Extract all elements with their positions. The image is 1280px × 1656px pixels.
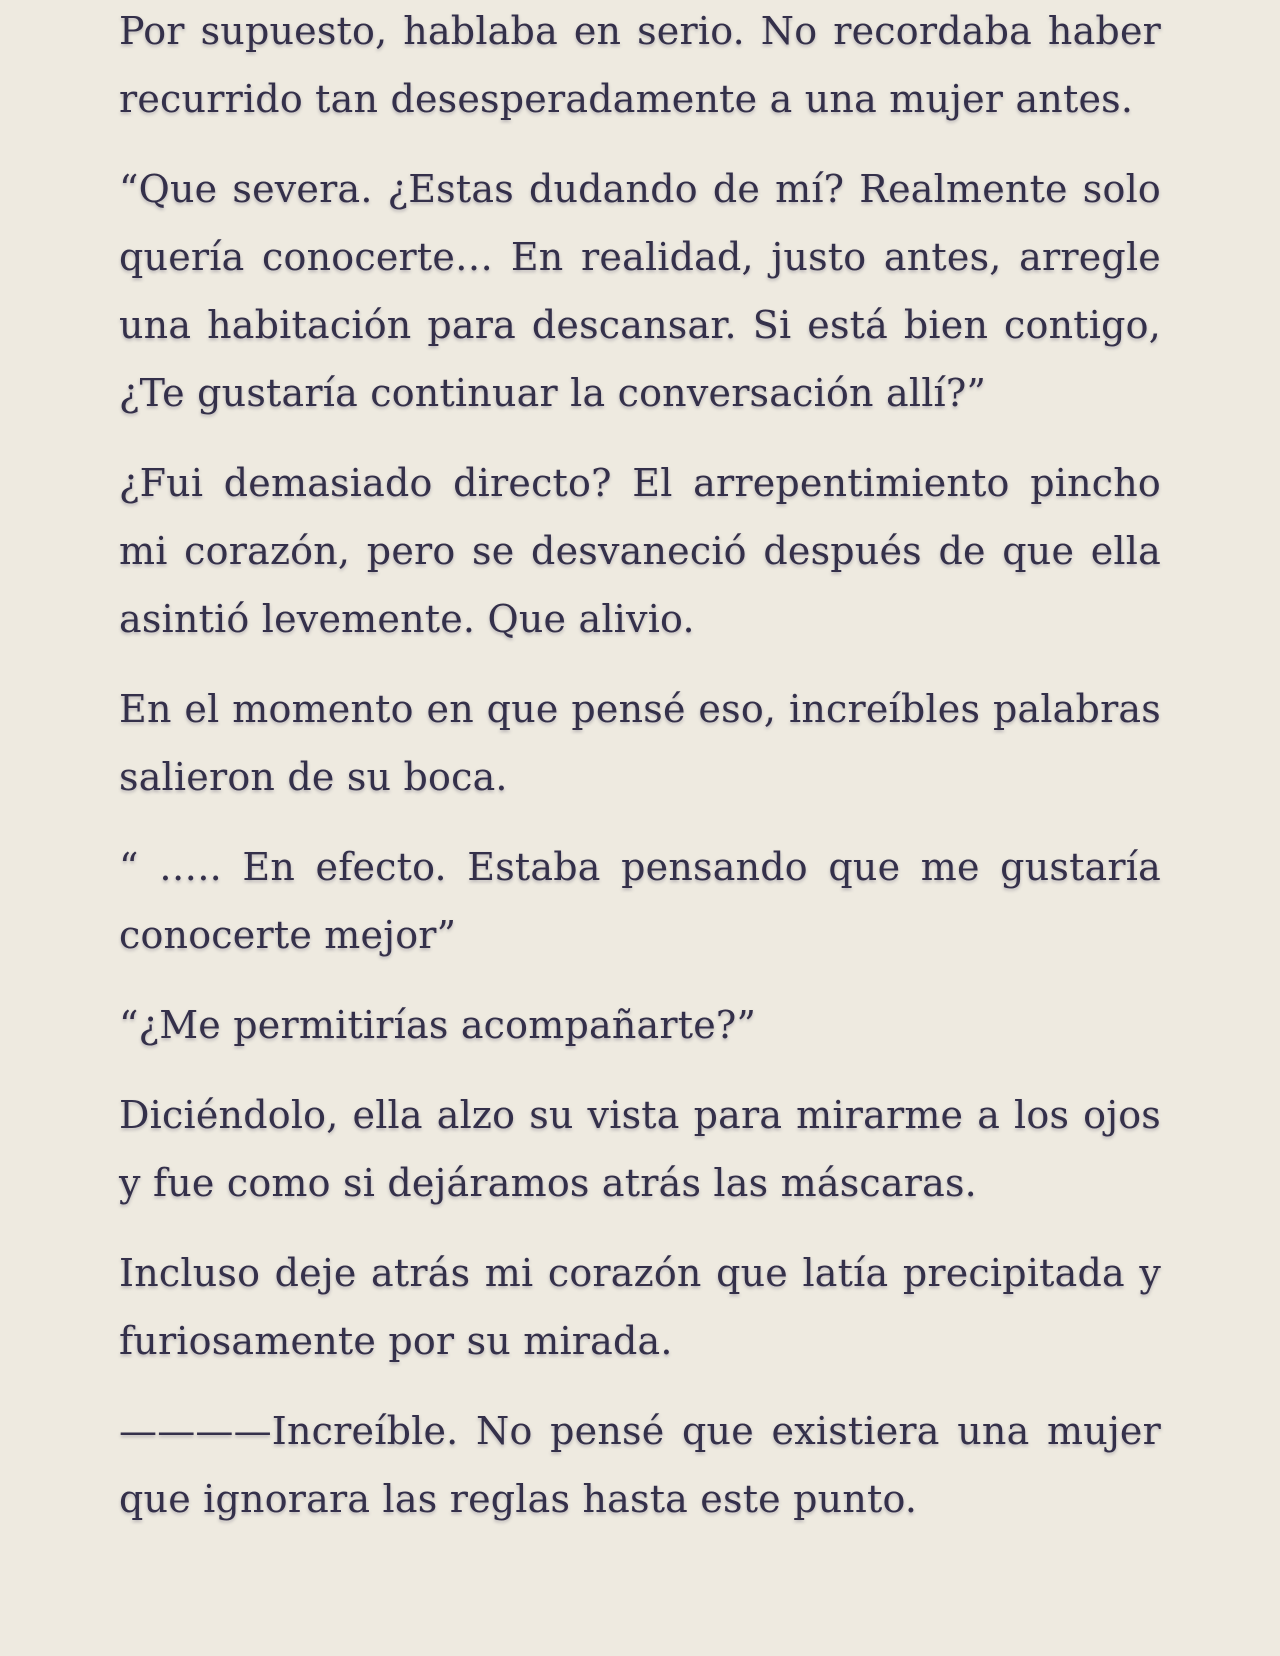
paragraph-7: Diciéndolo, ella alzo su vista para mirarme a los ojos y fue como si dejáramos atrás las máscaras. bbox=[119, 1093, 1161, 1205]
paragraph-5: “ ….. En efecto. Estaba pensando que me gustaría conocerte mejor” bbox=[119, 845, 1161, 957]
paragraph-1: Por supuesto, hablaba en serio. No recordaba haber recurrido tan desesperadamente a una mujer antes. bbox=[119, 9, 1161, 121]
paragraph-6: “¿Me permitirías acompañarte?” bbox=[119, 1003, 757, 1047]
paragraph-8: Incluso deje atrás mi corazón que latía precipitada y furiosamente por su mirada. bbox=[119, 1251, 1161, 1363]
paragraph-9: ————Increíble. No pensé que existiera una mujer que ignorara las reglas hasta este punto. bbox=[119, 1409, 1161, 1521]
paragraph-4: En el momento en que pensé eso, increíbles palabras salieron de su boca. bbox=[119, 687, 1161, 799]
paragraph-3: ¿Fui demasiado directo? El arrepentimiento pincho mi corazón, pero se desvaneció después de que ella asintió levemente. Que alivio. bbox=[119, 461, 1161, 641]
document-text bbox=[119, 0, 1161, 1533]
paragraph-2: “Que severa. ¿Estas dudando de mí? Realmente solo quería conocerte… En realidad, justo antes, arregle una habitación para descansar. Si está bien contigo, ¿Te gustaría continuar la conversación allí?” bbox=[119, 167, 1161, 415]
